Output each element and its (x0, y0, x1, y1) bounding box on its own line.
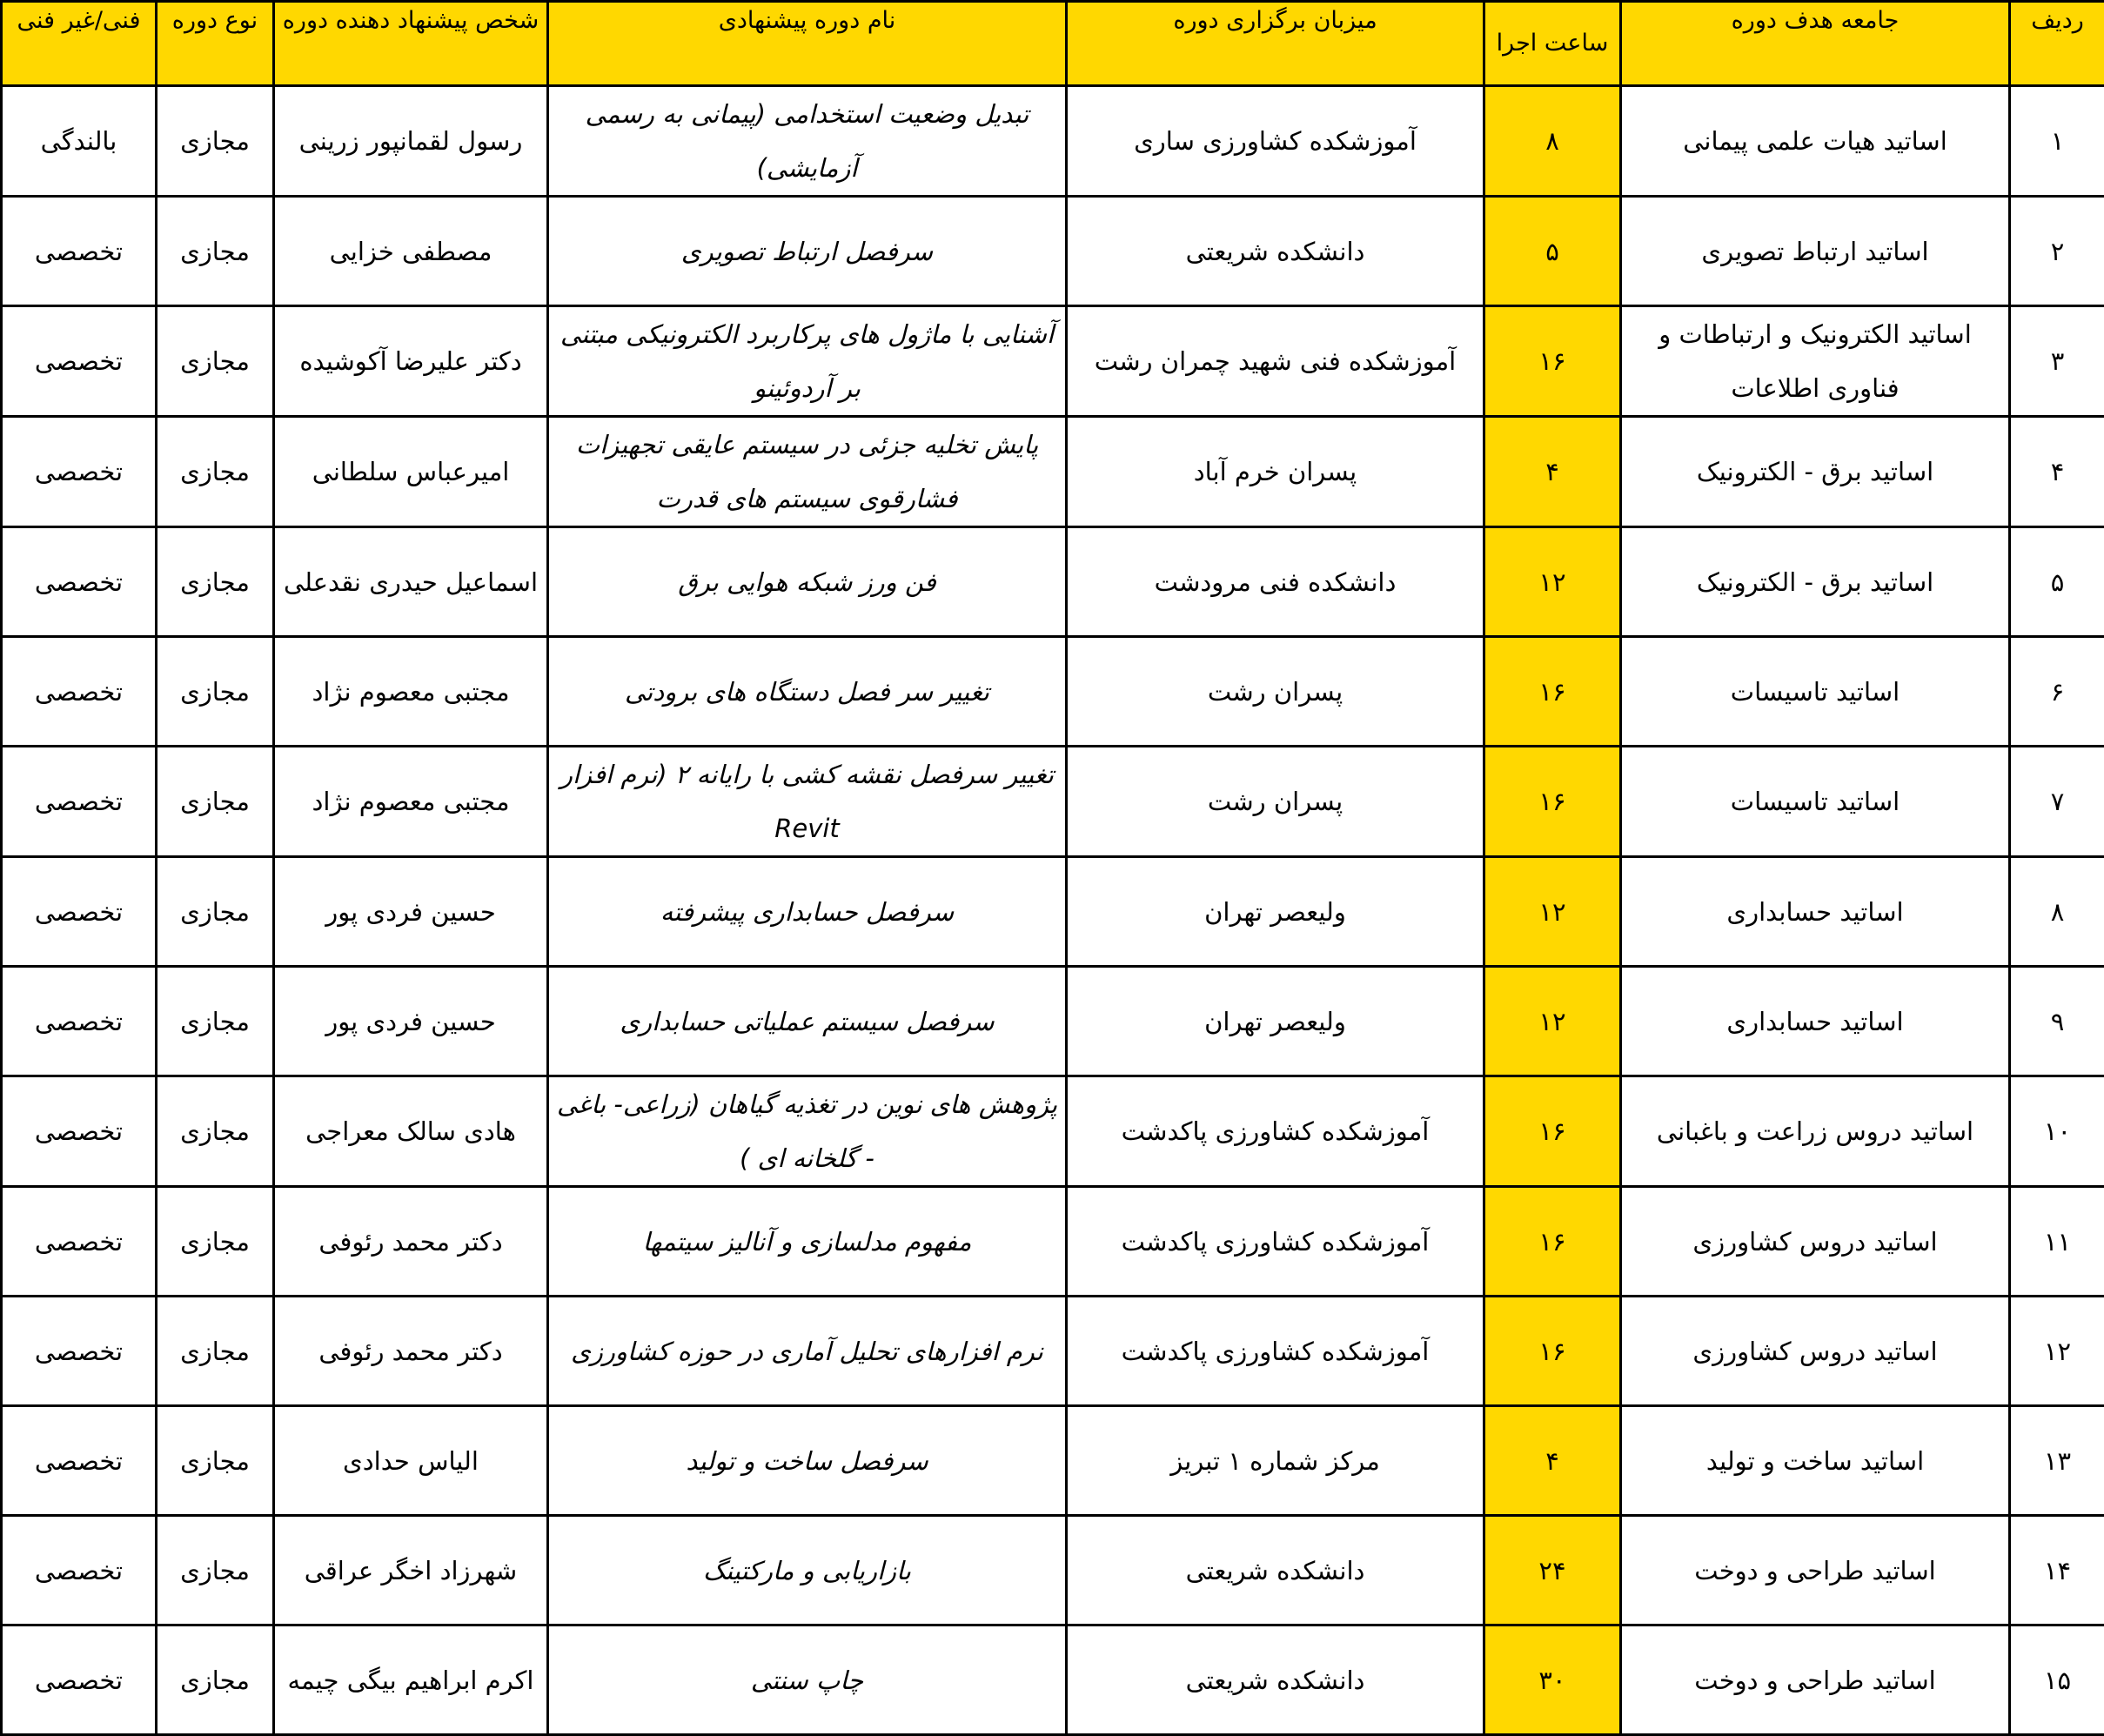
cell-proposer: شهرزاد اخگر عراقی (274, 1516, 548, 1625)
cell-type: مجازی (157, 1187, 274, 1297)
header-course: نام دوره پیشنهادی (548, 2, 1067, 86)
cell-hours: ۴ (1484, 1406, 1621, 1516)
cell-audience: اساتید برق - الکترونیک (1621, 527, 2010, 637)
cell-course: مفهوم مدلسازی و آنالیز سیتمها (548, 1187, 1067, 1297)
header-row-number: ردیف (2010, 2, 2104, 86)
cell-proposer: اکرم ابراهیم بیگی چیمه (274, 1625, 548, 1735)
cell-proposer: الیاس حدادی (274, 1406, 548, 1516)
table-row (2, 1516, 2104, 1625)
header-category: فنی/غیر فنی (2, 2, 157, 86)
cell-type: مجازی (157, 1625, 274, 1735)
cell-hours: ۲۴ (1484, 1516, 1621, 1625)
cell-category: تخصصی (2, 197, 157, 306)
cell-type: مجازی (157, 637, 274, 747)
cell-row-number: ۷ (2010, 747, 2104, 857)
cell-row-number: ۱ (2010, 86, 2104, 197)
cell-audience: اساتید ساخت و تولید (1621, 1406, 2010, 1516)
cell-audience: اساتید حسابداری (1621, 857, 2010, 967)
cell-category: تخصصی (2, 857, 157, 967)
cell-type: مجازی (157, 86, 274, 197)
cell-type: مجازی (157, 417, 274, 527)
cell-type: مجازی (157, 1406, 274, 1516)
table-row (2, 1406, 2104, 1516)
cell-row-number: ۱۲ (2010, 1297, 2104, 1406)
cell-row-number: ۲ (2010, 197, 2104, 306)
cell-audience: اساتید طراحی و دوخت (1621, 1516, 2010, 1625)
table-row (2, 747, 2104, 857)
table-row (2, 417, 2104, 527)
cell-host: دانشکده فنی مرودشت (1067, 527, 1484, 637)
cell-audience: اساتید تاسیسات (1621, 747, 2010, 857)
cell-proposer: حسین فردی پور (274, 967, 548, 1076)
cell-course: سرفصل ارتباط تصویری (548, 197, 1067, 306)
cell-host: دانشکده شریعتی (1067, 197, 1484, 306)
cell-type: مجازی (157, 527, 274, 637)
cell-row-number: ۱۰ (2010, 1076, 2104, 1187)
cell-host: آموزشکده کشاورزی پاکدشت (1067, 1297, 1484, 1406)
cell-proposer: دکتر محمد رئوفی (274, 1297, 548, 1406)
cell-proposer: اسماعیل حیدری نقدعلی (274, 527, 548, 637)
table-row (2, 86, 2104, 197)
cell-hours: ۱۶ (1484, 306, 1621, 417)
cell-type: مجازی (157, 967, 274, 1076)
cell-host: پسران رشت (1067, 747, 1484, 857)
cell-audience: اساتید ارتباط تصویری (1621, 197, 2010, 306)
cell-proposer: دکتر محمد رئوفی (274, 1187, 548, 1297)
cell-type: مجازی (157, 1076, 274, 1187)
cell-proposer: امیرعباس سلطانی (274, 417, 548, 527)
cell-row-number: ۶ (2010, 637, 2104, 747)
cell-hours: ۱۶ (1484, 1297, 1621, 1406)
cell-host: پسران خرم آباد (1067, 417, 1484, 527)
cell-audience: اساتید دروس زراعت و باغبانی (1621, 1076, 2010, 1187)
cell-proposer: دکتر علیرضا آکوشیده (274, 306, 548, 417)
table-row (2, 967, 2104, 1076)
cell-course: تبدیل وضعیت استخدامی (پیمانی به رسمی آزمایشی) (548, 86, 1067, 197)
header-proposer: شخص پیشنهاد دهنده دوره (274, 2, 548, 86)
table-row (2, 1187, 2104, 1297)
cell-course: سرفصل ساخت و تولید (548, 1406, 1067, 1516)
cell-category: تخصصی (2, 417, 157, 527)
cell-category: تخصصی (2, 1516, 157, 1625)
cell-row-number: ۸ (2010, 857, 2104, 967)
cell-category: تخصصی (2, 1406, 157, 1516)
cell-category: تخصصی (2, 1297, 157, 1406)
cell-hours: ۱۶ (1484, 1076, 1621, 1187)
cell-host: دانشکده شریعتی (1067, 1516, 1484, 1625)
table-row (2, 197, 2104, 306)
header-row (2, 2, 2104, 86)
cell-proposer: مصطفی خزایی (274, 197, 548, 306)
header-audience: جامعه هدف دوره (1621, 2, 2010, 86)
cell-proposer: حسین فردی پور (274, 857, 548, 967)
cell-course: پژوهش های نوین در تغذیه گیاهان (زراعی- باغی - گلخانه ای ) (548, 1076, 1067, 1187)
cell-hours: ۸ (1484, 86, 1621, 197)
cell-hours: ۱۶ (1484, 637, 1621, 747)
cell-audience: اساتید هیات علمی پیمانی (1621, 86, 2010, 197)
cell-row-number: ۳ (2010, 306, 2104, 417)
cell-category: بالندگی (2, 86, 157, 197)
cell-type: مجازی (157, 306, 274, 417)
cell-type: مجازی (157, 197, 274, 306)
cell-audience: اساتید دروس کشاورزی (1621, 1297, 2010, 1406)
cell-course: سرفصل سیستم عملیاتی حسابداری (548, 967, 1067, 1076)
cell-course: تغییر سر فصل دستگاه های برودتی (548, 637, 1067, 747)
cell-audience: اساتید الکترونیک و ارتباطات و فناوری اطلاعات (1621, 306, 2010, 417)
cell-hours: ۱۲ (1484, 527, 1621, 637)
header-host: میزبان برگزاری دوره (1067, 2, 1484, 86)
cell-type: مجازی (157, 747, 274, 857)
table-row (2, 637, 2104, 747)
cell-course: سرفصل حسابداری پیشرفته (548, 857, 1067, 967)
cell-proposer: هادی سالک معراجی (274, 1076, 548, 1187)
cell-row-number: ۴ (2010, 417, 2104, 527)
cell-proposer: رسول لقمانپور زرینی (274, 86, 548, 197)
cell-category: تخصصی (2, 1187, 157, 1297)
cell-host: ولیعصر تهران (1067, 967, 1484, 1076)
cell-host: آموزشکده کشاورزی ساری (1067, 86, 1484, 197)
cell-row-number: ۵ (2010, 527, 2104, 637)
cell-category: تخصصی (2, 747, 157, 857)
cell-hours: ۱۲ (1484, 857, 1621, 967)
cell-host: آموزشکده کشاورزی پاکدشت (1067, 1187, 1484, 1297)
table-row (2, 1076, 2104, 1187)
cell-host: ولیعصر تهران (1067, 857, 1484, 967)
cell-category: تخصصی (2, 1076, 157, 1187)
cell-type: مجازی (157, 1297, 274, 1406)
cell-proposer: مجتبی معصوم نژاد (274, 747, 548, 857)
cell-course: چاپ سنتی (548, 1625, 1067, 1735)
table-row (2, 527, 2104, 637)
cell-course: پایش تخلیه جزئی در سیستم عایقی تجهیزات فشارقوی سیستم های قدرت (548, 417, 1067, 527)
cell-host: آموزشکده فنی شهید چمران رشت (1067, 306, 1484, 417)
cell-audience: اساتید طراحی و دوخت (1621, 1625, 2010, 1735)
cell-host: دانشکده شریعتی (1067, 1625, 1484, 1735)
cell-category: تخصصی (2, 306, 157, 417)
cell-row-number: ۱۱ (2010, 1187, 2104, 1297)
cell-category: تخصصی (2, 967, 157, 1076)
cell-hours: ۴ (1484, 417, 1621, 527)
cell-course: تغییر سرفصل نقشه کشی با رایانه ۲ (نرم افزار Revit (548, 747, 1067, 857)
cell-host: آموزشکده کشاورزی پاکدشت (1067, 1076, 1484, 1187)
cell-host: مرکز شماره ۱ تبریز (1067, 1406, 1484, 1516)
table-body (2, 86, 2104, 1735)
cell-row-number: ۱۳ (2010, 1406, 2104, 1516)
cell-row-number: ۱۴ (2010, 1516, 2104, 1625)
cell-audience: اساتید تاسیسات (1621, 637, 2010, 747)
cell-hours: ۱۲ (1484, 967, 1621, 1076)
cell-course: آشنایی با ماژول های پرکاربرد الکترونیکی مبتنی بر آردوئینو (548, 306, 1067, 417)
cell-proposer: مجتبی معصوم نژاد (274, 637, 548, 747)
cell-category: تخصصی (2, 637, 157, 747)
header-type: نوع دوره (157, 2, 274, 86)
cell-hours: ۱۶ (1484, 1187, 1621, 1297)
cell-audience: اساتید دروس کشاورزی (1621, 1187, 2010, 1297)
cell-hours: ۳۰ (1484, 1625, 1621, 1735)
cell-type: مجازی (157, 857, 274, 967)
table-row (2, 306, 2104, 417)
cell-hours: ۵ (1484, 197, 1621, 306)
cell-host: پسران رشت (1067, 637, 1484, 747)
header-hours: ساعت اجرا (1484, 2, 1621, 86)
cell-row-number: ۱۵ (2010, 1625, 2104, 1735)
cell-category: تخصصی (2, 527, 157, 637)
cell-category: تخصصی (2, 1625, 157, 1735)
cell-hours: ۱۶ (1484, 747, 1621, 857)
cell-audience: اساتید برق - الکترونیک (1621, 417, 2010, 527)
cell-row-number: ۹ (2010, 967, 2104, 1076)
table-row (2, 857, 2104, 967)
cell-course: بازاریابی و مارکتینگ (548, 1516, 1067, 1625)
cell-course: نرم افزارهای تحلیل آماری در حوزه کشاورزی (548, 1297, 1067, 1406)
table-row (2, 1297, 2104, 1406)
cell-course: فن ورز شبکه هوایی برق (548, 527, 1067, 637)
cell-type: مجازی (157, 1516, 274, 1625)
table-row (2, 1625, 2104, 1735)
cell-audience: اساتید حسابداری (1621, 967, 2010, 1076)
